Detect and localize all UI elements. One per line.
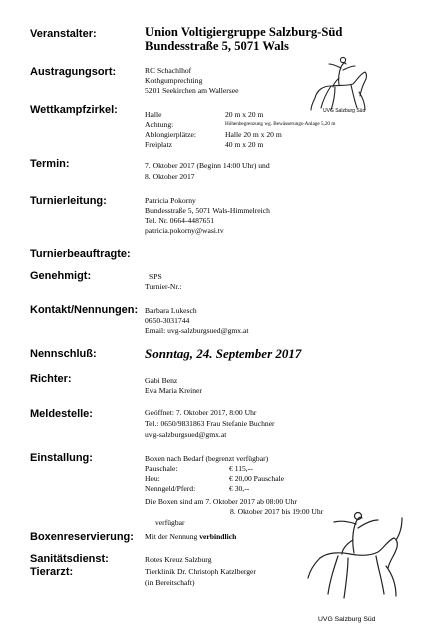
- box-reservation-label: Boxenreservierung:: [30, 531, 134, 543]
- stabling-availability: Die Boxen sind am 7. Oktober 2017 ab 08:00 Uhr: [145, 497, 297, 506]
- stabling-availability: 8. Oktober 2017 bis 19:00 Uhr: [230, 507, 324, 516]
- judge-name: Eva Maria Kreiner: [145, 386, 202, 395]
- stabling-value: € 115,--: [229, 464, 253, 473]
- contact-line: 0650-3031744: [145, 316, 190, 325]
- organizer-label: Veranstalter:: [30, 28, 97, 40]
- stabling-value: € 30,--: [229, 484, 250, 493]
- venue-line: RC Schachlhof: [145, 66, 192, 75]
- arena-key: Halle: [145, 110, 162, 119]
- vet-line: Tierklinik Dr. Christoph Katzlberger: [145, 567, 256, 576]
- approved-line: Turnier-Nr.:: [145, 282, 182, 291]
- deadline-date: Sonntag, 24. September 2017: [145, 346, 302, 361]
- stabling-value: € 20,00 Pauschale: [229, 474, 285, 483]
- stabling-row: [145, 484, 249, 494]
- management-label: Turnierleitung:: [30, 195, 107, 207]
- box-reservation-text: Mit der Nennung verbindlich: [145, 532, 237, 541]
- stabling-key: Nenngeld/Pferd:: [145, 484, 196, 493]
- arena-value: 40 m x 20 m: [225, 140, 264, 149]
- arena-key: Freiplatz: [145, 140, 172, 149]
- medical-text: Rotes Kreuz Salzburg: [145, 555, 212, 564]
- stabling-intro: Boxen nach Bedarf (begrenzt verfügbar): [145, 454, 269, 463]
- arena-row: [145, 120, 335, 130]
- management-line: Tel. Nr. 0664-4487651: [145, 216, 215, 225]
- arena-value: Höhenbegrenzung wg. Bewässerungs-Anlage 5,20 m: [225, 121, 336, 127]
- horse-vaulter-icon: [298, 508, 413, 613]
- contact-line: Barbara Lukesch: [145, 306, 197, 315]
- arena-row: [145, 110, 263, 120]
- organizer-name: Union Voltigiergruppe Salzburg-Süd: [145, 25, 343, 39]
- date-line: 7. Oktober 2017 (Beginn 14:00 Uhr) und: [145, 161, 270, 170]
- arena-value: 20 m x 20 m: [225, 110, 264, 119]
- contact-label: Kontakt/Nennungen:: [30, 304, 139, 316]
- venue-line: Kothgumprechting: [145, 76, 203, 85]
- medical-label: Sanitätsdienst:: [30, 553, 109, 565]
- vet-label: Tierarzt:: [30, 566, 74, 578]
- logo-large: [298, 508, 413, 626]
- stabling-row: [145, 464, 253, 474]
- stabling-row: [145, 474, 284, 484]
- stabling-label: Einstallung:: [30, 452, 93, 464]
- management-email: patricia.pokorny@wasi.tv: [145, 226, 224, 235]
- judges-label: Richter:: [30, 373, 72, 385]
- delegate-label: Turnierbeauftragte:: [30, 248, 131, 260]
- arena-key: Ablongierplätze:: [145, 130, 197, 139]
- stabling-availability: verfügbar: [155, 518, 185, 527]
- stabling-key: Heu:: [145, 474, 160, 483]
- arena-row: [145, 130, 282, 140]
- date-label: Termin:: [30, 158, 70, 170]
- venue-line: 5201 Seekirchen am Wallersee: [145, 86, 239, 95]
- logo-small-caption: UVG Salzburg Süd: [323, 108, 366, 114]
- arena-row: [145, 140, 263, 150]
- logo-small: [305, 52, 383, 120]
- approved-line: SPS: [149, 272, 162, 281]
- box-reservation-binding: verbindlich: [199, 532, 237, 541]
- management-line: Bundesstraße 5, 5071 Wals-Himmelreich: [145, 206, 270, 215]
- arena-label: Wettkampfzirkel:: [30, 104, 118, 116]
- arena-key: Achtung:: [145, 120, 174, 129]
- registration-office-label: Meldestelle:: [30, 408, 93, 420]
- registration-office-line: Tel.: 0650/9831863 Frau Stefanie Buchner: [145, 419, 275, 428]
- arena-value: Halle 20 m x 20 m: [225, 130, 282, 139]
- logo-large-caption: UVG Salzburg Süd: [318, 616, 376, 623]
- deadline-label: Nennschluß:: [30, 348, 97, 360]
- approved-label: Genehmigt:: [30, 270, 92, 282]
- venue-label: Austragungsort:: [30, 66, 117, 78]
- organizer-address: Bundesstraße 5, 5071 Wals: [145, 39, 289, 53]
- date-line: 8. Oktober 2017: [145, 172, 195, 181]
- registration-office-line: Geöffnet: 7. Oktober 2017, 8:00 Uhr: [145, 408, 257, 417]
- vet-line: (in Bereitschaft): [145, 578, 195, 587]
- management-line: Patricia Pokorny: [145, 196, 196, 205]
- contact-email: Email: uvg-salzburgsued@gmx.at: [145, 326, 249, 335]
- stabling-key: Pauschale:: [145, 464, 178, 473]
- judge-name: Gabi Benz: [145, 376, 178, 385]
- registration-office-email: uvg-salzburgsued@gmx.at: [145, 430, 227, 439]
